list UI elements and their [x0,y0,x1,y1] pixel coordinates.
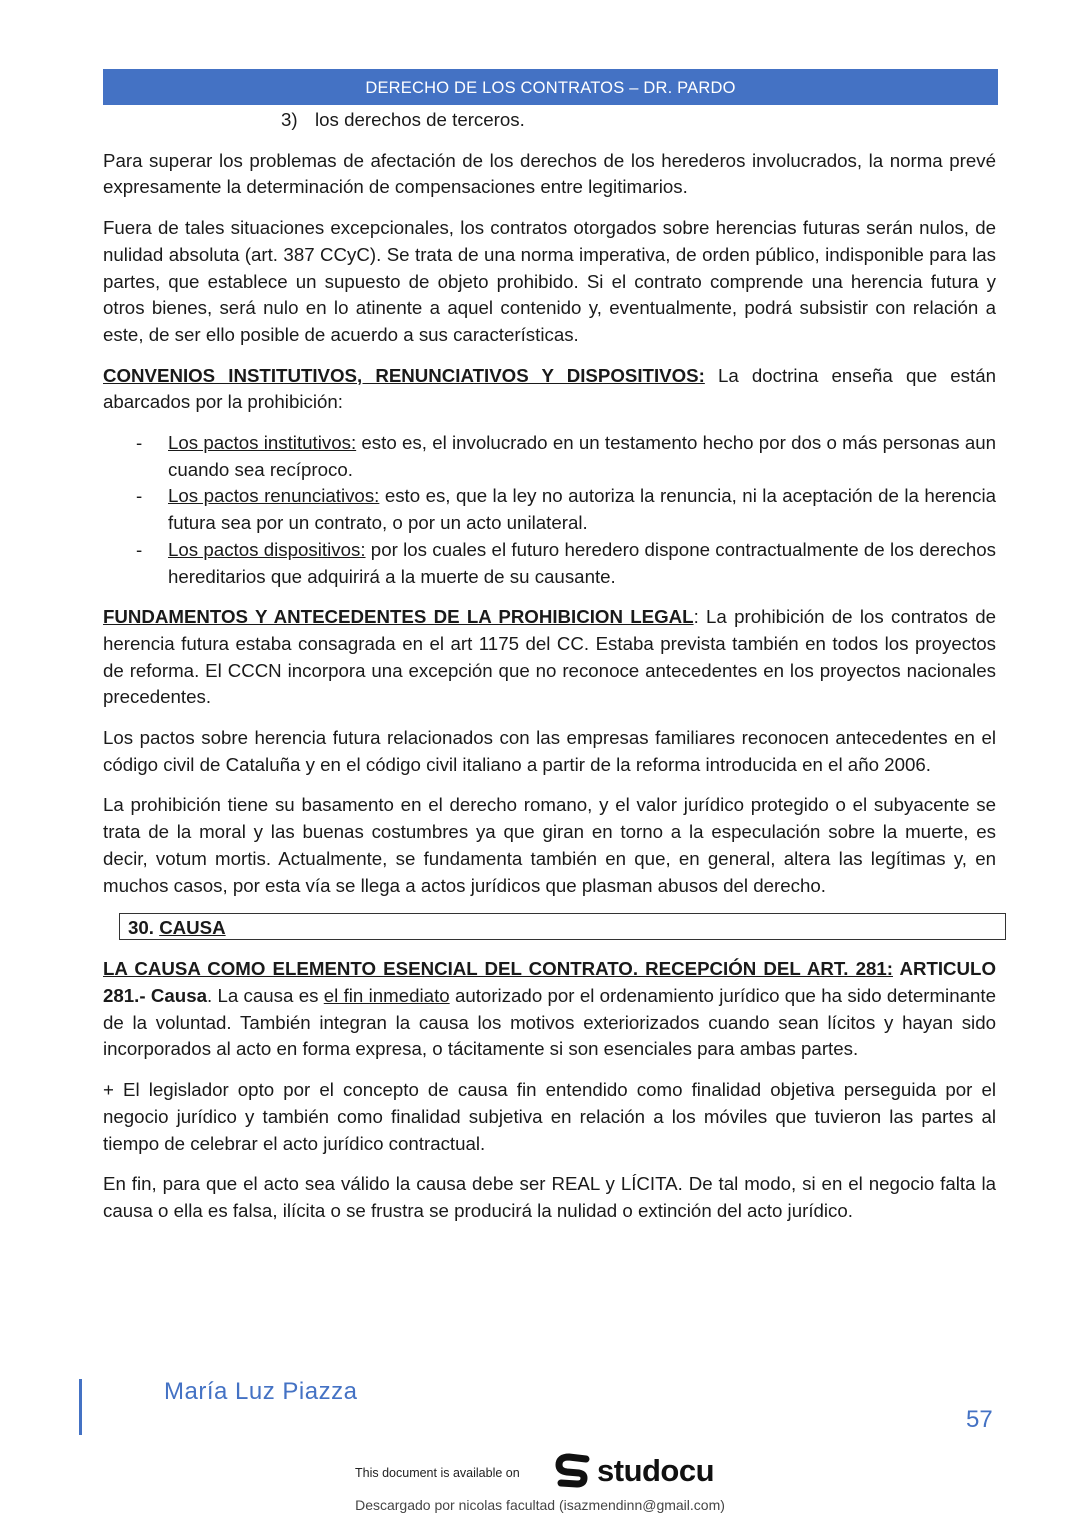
underlined-text: el fin inmediato [323,984,450,1006]
list-item [103,537,996,590]
article-label: ARTICULO 281.- Causa [103,958,996,1006]
list-dash: - [136,485,143,507]
paragraph-text: autorizado por el ordenamiento jurídico que ha sido determinante de la voluntad. También integran la causa los motivos exteriorizados cuando sean lícitos y hayan sido incorporados al acto en forma expresa, o tácitamente si son esenciales para ambas partes. [103,984,996,1060]
page-number: 57 [966,1406,993,1433]
paragraph: Fuera de tales situaciones excepcionales, los contratos otorgados sobre herencias futuras serán nulos, de nulidad absoluta (art. 387 CCyC). Se trata de una norma imperativa, de orden público, indisponible para las partes, que establece un supuesto de objeto prohibido. Si el contrato comprende una herencia futura y otros bienes, será nulo en lo atinente a aquel contenido y, eventualmente, podrá subsistir con relación a este, de ser ello posible de acuerdo a sus características. [103,217,996,345]
document-body [103,107,996,1239]
paragraph [103,363,996,416]
paragraph: En fin, para que el acto sea válido la causa debe ser REAL y LÍCITA. De tal modo, si en el negocio falta la causa o ella es falsa, ilícita o se frustra se producirá la nulidad o extinción del acto jurídico. [103,1173,996,1221]
logo-text: studocu [597,1453,715,1488]
paragraph-text: . La causa es [206,984,324,1006]
paragraph: Los pactos sobre herencia futura relacionados con las empresas familiares reconocen antecedentes en el código civil de Cataluña y en el código civil italiano a partir de la reforma introducida en el año 2006. [103,727,996,775]
paragraph-text: : La prohibición de los contratos de herencia futura estaba consagrada en el art 1175 del CC. Estaba prevista también en todos los proyectos de reforma. El CCCN incorpora una excepción que no reconoce antecedentes en los proyectos nacionales precedentes. [103,606,996,708]
list-dash: - [136,538,143,560]
list-term: Los pactos institutivos: [168,432,357,454]
list-text: esto es, que la ley no autoriza la renuncia, ni la aceptación de la herencia futura sea por un contrato, o por un acto unilateral. [168,485,996,534]
paragraph [103,956,996,1063]
section-heading: CONVENIOS INSTITUTIVOS, RENUNCIATIVOS Y DISPOSITIVOS: [103,364,705,386]
list-text: esto es, el involucrado en un testamento hecho por dos o más personas aun cuando sea recíproco. [168,432,997,480]
list-dash: - [136,432,143,454]
section-title-box [119,913,1006,940]
studocu-logo[interactable] [553,1450,714,1492]
list-term: Los pactos dispositivos: [168,538,366,560]
numbered-item [103,107,996,134]
paragraph [103,604,996,711]
download-notice: Descargado por nicolas facultad (isazmendinn@gmail.com) [355,1497,725,1513]
author-name: María Luz Piazza [164,1378,358,1405]
pactos-list [103,430,996,590]
paragraph: Para superar los problemas de afectación de los derechos de los herederos involucrados, la norma prevé expresamente la determinación de compensaciones entre legitimarios. [103,149,996,198]
section-title: CAUSA [159,917,226,939]
section-heading: FUNDAMENTOS Y ANTECEDENTES DE LA PROHIBICION LEGAL [103,606,694,628]
list-item [103,483,996,536]
section-number: 30. [128,917,154,939]
availability-text: This document is available on [355,1466,520,1480]
footer-accent-bar [79,1379,82,1435]
section-heading: LA CAUSA COMO ELEMENTO ESENCIAL DEL CONTRATO. RECEPCIÓN DEL ART. 281: [103,958,893,980]
item-text: los derechos de terceros. [315,109,525,130]
paragraph-text: La doctrina enseña que están abarcados por la prohibición: [103,364,996,413]
list-term: Los pactos renunciativos: [168,485,380,507]
item-number: 3) [281,109,298,130]
paragraph: + El legislador opto por el concepto de causa fin entendido como finalidad objetiva perseguida por el negocio jurídico y también como finalidad subjetiva en relación a los móviles que tuvieron las partes al tiempo de celebrar el acto jurídico contractual. [103,1079,996,1154]
page-header [103,69,998,105]
studocu-s-icon [553,1451,593,1491]
paragraph: La prohibición tiene su basamento en el derecho romano, y el valor jurídico protegido o el subyacente se trata de la moral y las buenas costumbres ya que giran en torno a la especulación sobre la muerte, es decir, votum mortis. Actualmente, se fundamenta también en que, en general, altera las legítimas y, en muchos casos, por esta vía se llega a actos jurídicos que plasman abusos del derecho. [103,794,996,896]
list-text: por los cuales el futuro heredero dispone contractualmente de los derechos hereditarios que adquirirá a la muerte de su causante. [168,538,996,587]
header-title: DERECHO DE LOS CONTRATOS – DR. PARDO [365,79,736,97]
list-item [103,430,996,483]
